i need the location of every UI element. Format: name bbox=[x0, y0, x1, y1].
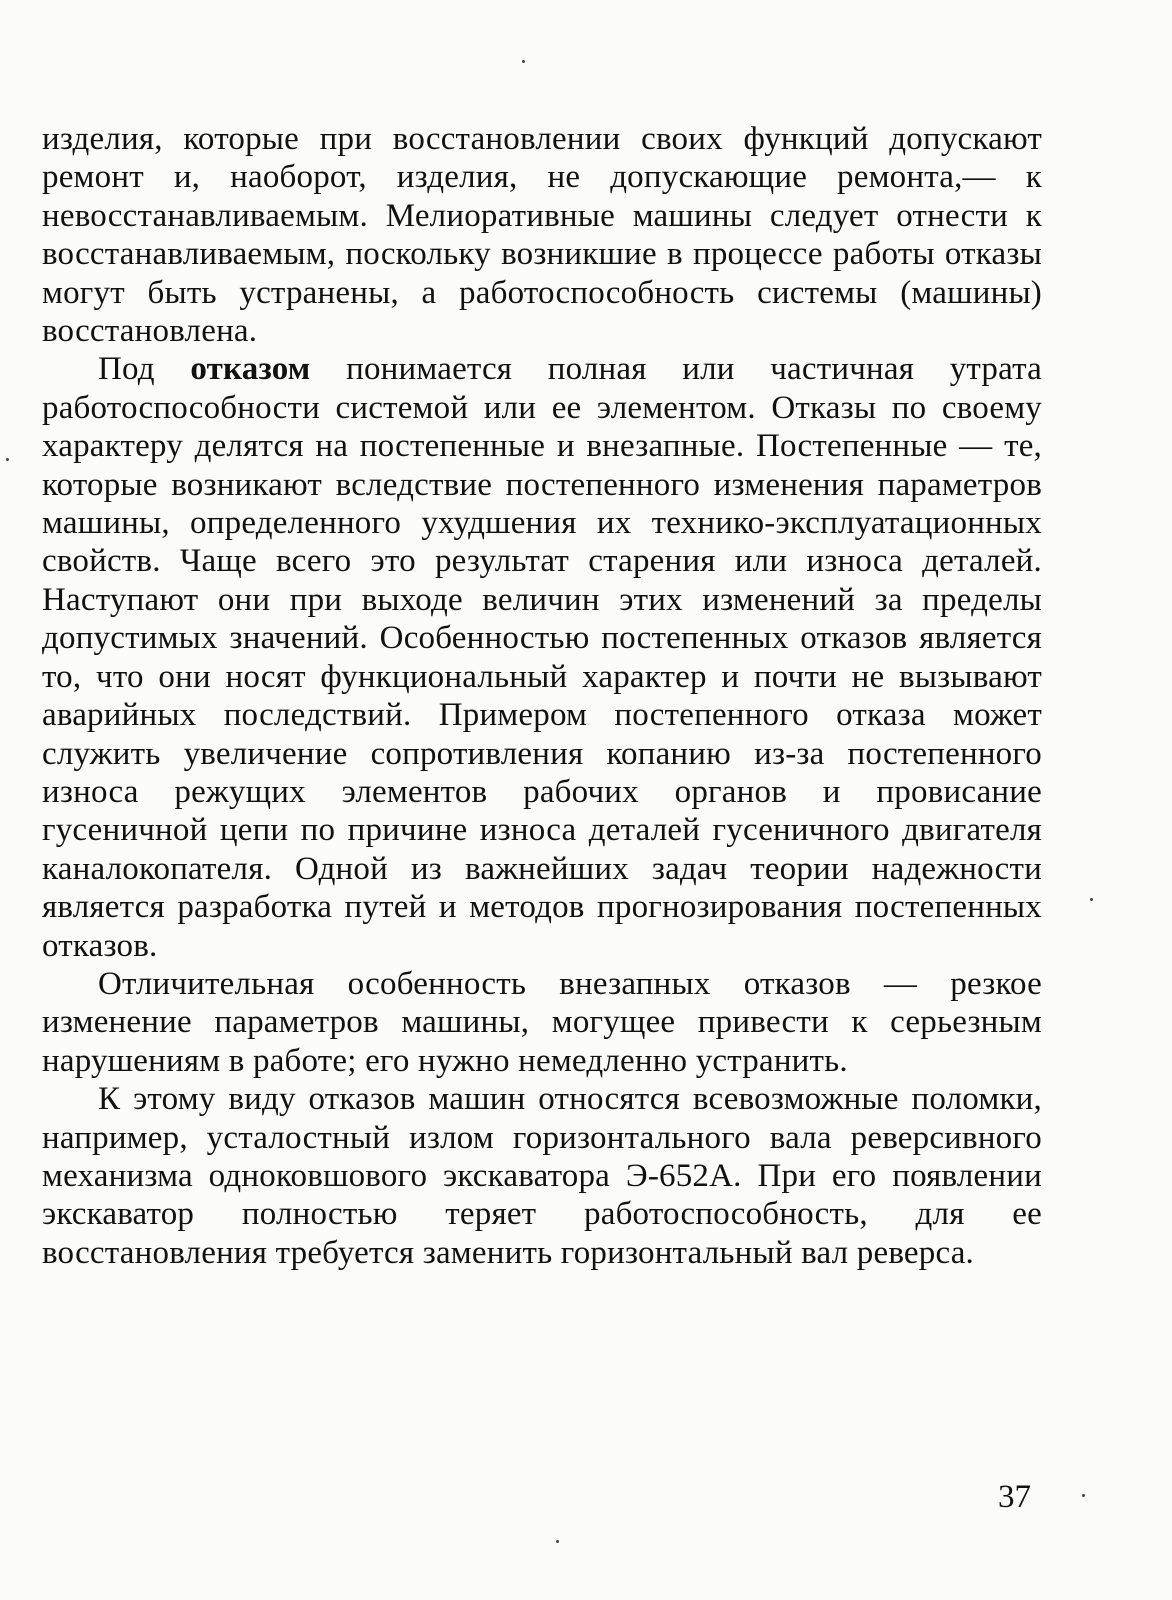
paragraph-body: понимается полная или частичная утрата работоспособности системой или ее элементом. Отказы по своему характеру делятся на постепенные и внезапные. Постепенные — те, которые возникают вследствие постепенного изменения параметров машины, определенного ухудшения их технико-эксплуатационных свойств. Чаще всего это результат старения или износа деталей. Наступают они при выходе величин этих изменений за пределы допустимых значений. Особенностью постепенных отказов является то, что они носят функциональный характер и почти не вызывают аварийных последствий. Примером постепенного отказа может служить увеличение сопротивления копанию из-за постепенного износа режущих элементов рабочих органов и провисание гусеничной цепи по причине износа деталей гусеничного двигателя каналокопателя. Одной из важнейших задач теории надежности является разработка путей и методов прогнозирования постепенных отказов. bbox=[42, 351, 1042, 964]
body-text bbox=[42, 120, 1042, 1272]
print-speck bbox=[556, 1540, 559, 1543]
print-speck bbox=[1090, 898, 1093, 901]
paragraph-breakage-example: К этому виду отказов машин относятся всевозможные поломки, например, усталостный излом горизонтального вала реверсивного механизма одноковшового экскаватора Э-652А. При его появлении экскаватор полностью теряет работоспособность, для ее восстановления требуется заменить горизонтальный вал реверса. bbox=[42, 1081, 1042, 1271]
print-speck bbox=[6, 458, 9, 461]
page-number: 37 bbox=[998, 1479, 1031, 1515]
paragraph-sudden-failures: Отличительная особенность внезапных отказов — резкое изменение параметров машины, могущее привести к серьезным нарушениям в работе; его нужно немедленно устранить. bbox=[42, 965, 1042, 1079]
paragraph-continued: изделия, которые при восстановлении своих функций допускают ремонт и, наоборот, изделия, не допускающие ремонта,— к невосстанавливаемым. Мелиоративные машины следует отнести к восстанавливаемым, поскольку возникшие в процессе работы отказы могут быть устранены, а работоспособность системы (машины) восстановлена. bbox=[42, 121, 1042, 350]
paragraph-failure-definition bbox=[42, 350, 1042, 965]
paragraph-lead: Под bbox=[98, 351, 191, 388]
term-failure: отказом bbox=[190, 351, 311, 388]
print-speck bbox=[1082, 1494, 1085, 1497]
print-speck bbox=[522, 60, 525, 63]
